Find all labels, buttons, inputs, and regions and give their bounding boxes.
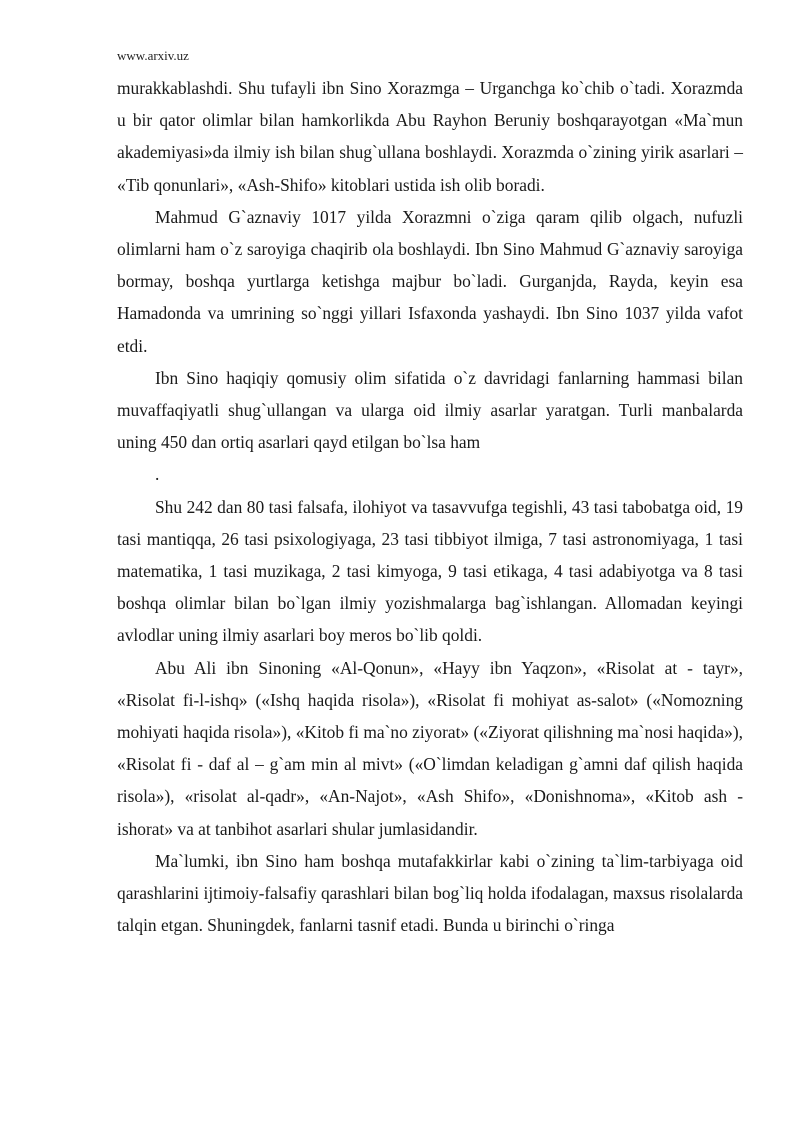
- paragraph-dot: .: [155, 464, 160, 485]
- paragraph: Shu 242 dan 80 tasi falsafa, ilohiyot va tasavvufga tegishli, 43 tasi tabobatga oid, 19 tasi mantiqqa, 26 tasi psixologiyaga, 23 tasi tibbiyot ilmiga, 7 tasi astronomiyaga, 1 tasi matematika, 1 tasi muzikaga, 2 tasi kimyoga, 9 tasi etikaga, 4 tasi adabiyotga va 8 tasi boshqa olimlar bilan bo`lgan ilmiy yozishmalarga bag`ishlangan. Allomadan keyingi avlodlar uning ilmiy asarlari boy meros bo`lib qoldi.: [117, 496, 743, 646]
- paragraph: murakkablashdi. Shu tufayli ibn Sino Xorazmga – Urganchga ko`chib o`tadi. Xorazmda u bir qator olimlar bilan hamkorlikda Abu Rayhon Beruniy boshqarayotgan «Ma`mun akademiyasi»da ilmiy ish bilan shug`ullana boshlaydi. Xorazmda o`zining yirik asarlari – «Tib qonunlari», «Ash-Shifo» kitoblari ustida ish olib boradi.: [117, 78, 743, 195]
- paragraph: Mahmud G`aznaviy 1017 yilda Xorazmni o`ziga qaram qilib olgach, nufuzli olimlarni ham o`z saroyiga chaqirib ola boshlaydi. Ibn Sino Mahmud G`aznaviy saroyiga bormay, boshqa yurtlarga ketishga majbur bo`ladi. Gurganjda, Rayda, keyin esa Hamadonda va umrining so`nggi yillari Isfaxonda yashaydi. Ibn Sino 1037 yilda vafot etdi.: [117, 206, 743, 356]
- paragraph: Ma`lumki, ibn Sino ham boshqa mutafakkirlar kabi o`zining ta`lim-tarbiyaga oid qarashlarini ijtimoiy-falsafiy qarashlari bilan bog`liq holda ifodalagan, maxsus risolalarda talqin etgan. Shuningdek, fanlarni tasnif etadi. Bunda u birinchi o`ringa: [117, 850, 743, 936]
- paragraph: Ibn Sino haqiqiy qomusiy olim sifatida o`z davridagi fanlarning hammasi bilan muvaffaqiyatli shug`ullangan va ularga oid ilmiy asarlar yaratgan. Turli manbalarda uning 450 dan ortiq asarlari qayd etilgan bo`lsa ham: [117, 367, 743, 453]
- site-header[interactable]: www.arxiv.uz: [117, 48, 189, 63]
- paragraph: Abu Ali ibn Sinoning «Al-Qonun», «Hayy ibn Yaqzon», «Risolat at - tayr», «Risolat fi-l-ishq» («Ishq haqida risola»), «Risolat fi mohiyat as-salot» («Nomozning mohiyati haqida risola»), «Kitob fi ma`no ziyorat» («Ziyorat qilishning ma`nosi haqida»), «Risolat fi - daf al – g`am min al mivt» («O`limdan keladigan g`amni daf qilish haqida risola»), «risolat al-qadr», «An-Najot», «Ash Shifo», «Donishnoma», «Kitob ash - ishorat» va at tanbihot asarlari shular jumlasidandir.: [117, 657, 743, 839]
- document-body: [117, 72, 743, 941]
